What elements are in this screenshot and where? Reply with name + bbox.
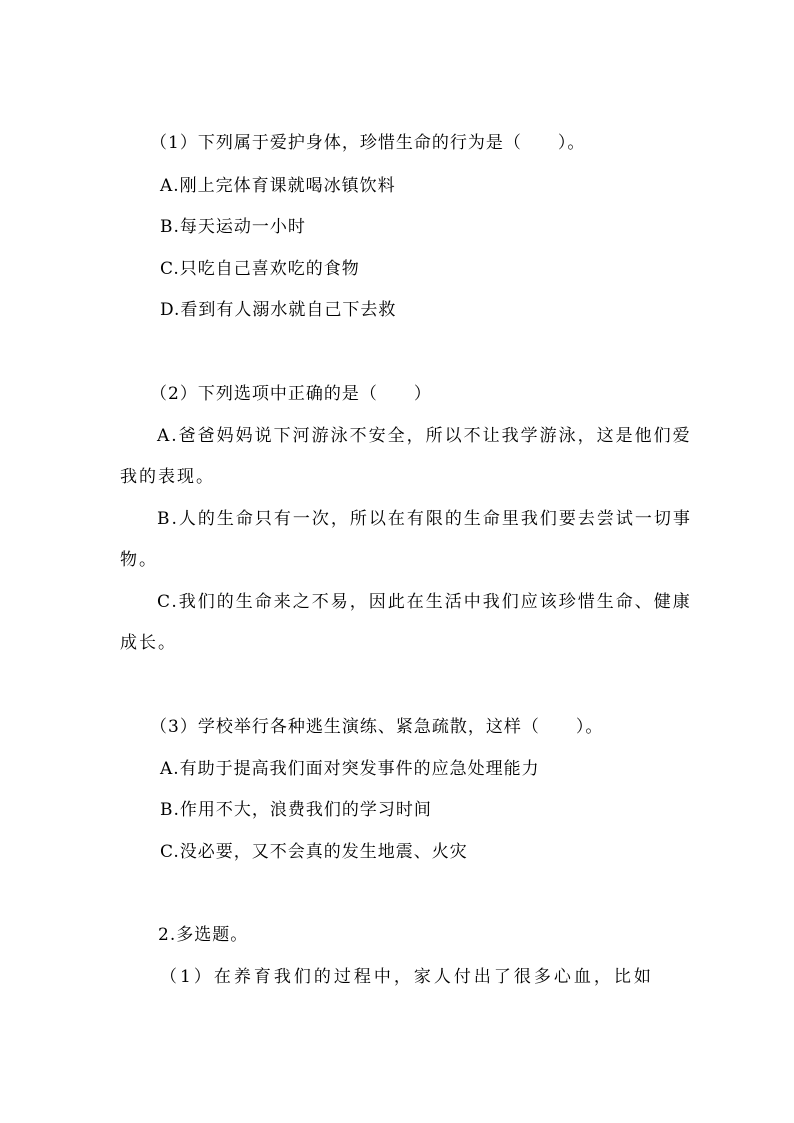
q3-option-c: C.没必要，又不会真的发生地震、火灾 (160, 842, 468, 862)
q1-option-c: C.只吃自己喜欢吃的食物 (160, 259, 360, 279)
q1-stem: （1）下列属于爱护身体，珍惜生命的行为是（ ）。 (150, 133, 586, 153)
q3-option-b: B.作用不大，浪费我们的学习时间 (160, 800, 432, 820)
q2-option-a-line1: A.爸爸妈妈说下河游泳不安全，所以不让我学游泳，这是他们爱 (157, 426, 692, 446)
q2-option-a-line2: 我的表现。 (120, 467, 215, 487)
q1-option-b: B.每天运动一小时 (160, 217, 306, 237)
q2-option-c-line2: 成长。 (120, 633, 177, 653)
q2-option-b-line2: 物。 (120, 550, 158, 570)
q2-option-c-line1: C.我们的生命来之不易，因此在生活中我们应该珍惜生命、健康 (157, 592, 692, 612)
q1-option-a: A.刚上完体育课就喝冰镇饮料 (160, 176, 396, 196)
q2-option-b-line1: B.人的生命只有一次，所以在有限的生命里我们要去尝试一切事 (157, 509, 692, 529)
q2-stem: （2）下列选项中正确的是（ ） (150, 384, 432, 404)
q3-option-a: A.有助于提高我们面对突发事件的应急处理能力 (160, 759, 540, 779)
section2-title: 2.多选题。 (158, 925, 249, 945)
q1-option-d: D.看到有人溺水就自己下去救 (160, 300, 397, 320)
q3-stem: （3）学校举行各种逃生演练、紧急疏散，这样（ ）。 (150, 717, 604, 737)
section2-q1-stem: （1）在养育我们的过程中，家人付出了很多心血，比如 (160, 967, 654, 987)
